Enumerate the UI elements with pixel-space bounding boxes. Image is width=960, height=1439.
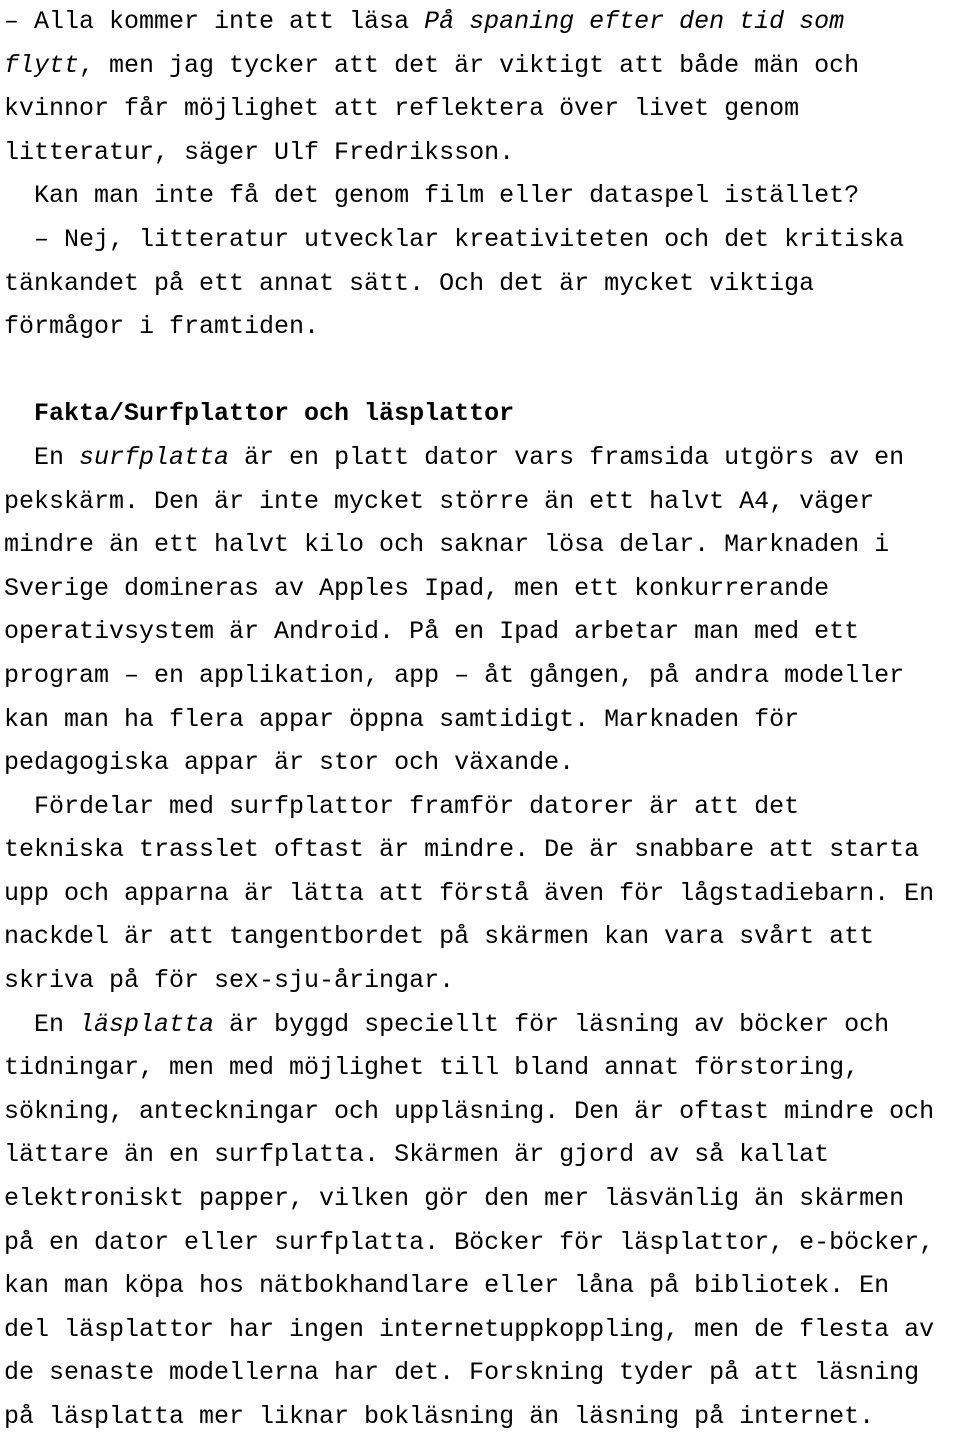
text-line: pedagogiska appar är stor och växande. (4, 748, 575, 778)
fact-paragraph-advantages (4, 785, 960, 1003)
text-run: – Alla kommer inte att läsa (4, 7, 425, 36)
document-page (4, 0, 960, 1439)
text-line: kvinnor får möjlighet att reflektera över livet genom (4, 94, 800, 124)
text-line: elektroniskt papper, vilken gör den mer läsvänlig än skärmen (4, 1184, 905, 1214)
text-run: , men jag tycker att det är viktigt att både män och (79, 50, 860, 80)
text-line: sökning, anteckningar och uppläsning. Den är oftast mindre och (4, 1096, 935, 1126)
text-line (4, 0, 960, 44)
text-line: tekniska trasslet oftast är mindre. De är snabbare att starta (4, 835, 920, 865)
text-line: Fördelar med surfplattor framför datorer är att det (4, 791, 800, 821)
text-line: mindre än ett halvt kilo och saknar lösa delar. Marknaden i (4, 530, 890, 560)
text-run: En (4, 442, 80, 472)
text-line: upp och apparna är lätta att förstå även för lågstadiebarn. En (4, 878, 935, 908)
text-line: förmågor i framtiden. (4, 312, 320, 342)
quote-paragraph (4, 0, 960, 174)
text-line: Sverige domineras av Apples Ipad, men ett konkurrerande (4, 573, 830, 603)
text-line (4, 436, 960, 480)
term: surfplatta (79, 442, 230, 472)
text-line: nackdel är att tangentbordet på skärmen kan vara svårt att (4, 922, 875, 952)
text-line: kan man ha flera appar öppna samtidigt. Marknaden för (4, 704, 800, 734)
text-line: del läsplattor har ingen internetuppkoppling, men de flesta av (4, 1314, 935, 1344)
blank-line (4, 349, 960, 393)
text-line: Kan man inte få det genom film eller dataspel istället? (4, 181, 860, 211)
question-paragraph (4, 174, 960, 348)
text-line: kan man köpa hos nätbokhandlare eller låna på bibliotek. En (4, 1271, 890, 1301)
fact-box-heading: Fakta/Surfplattor och läsplattor (4, 399, 515, 429)
text-line: tänkandet på ett annat sätt. Och det är mycket viktiga (4, 268, 815, 298)
fact-box (4, 392, 960, 1438)
text-line: litteratur, säger Ulf Fredriksson. (4, 137, 515, 167)
text-line: de senaste modellerna har det. Forskning tyder på att läsning (4, 1358, 920, 1388)
book-title: flytt (4, 50, 80, 80)
fact-paragraph-surfplatta (4, 436, 960, 785)
text-line: skriva på för sex-sju-åringar. (4, 966, 455, 996)
text-line: lättare än en surfplatta. Skärmen är gjord av så kallat (4, 1140, 830, 1170)
text-line: program – en applikation, app – åt gången, på andra modeller (4, 660, 905, 690)
text-run: är byggd speciellt för läsning av böcker och (214, 1009, 890, 1039)
text-line: operativsystem är Android. På en Ipad arbetar man med ett (4, 617, 860, 647)
text-line: tidningar, men med möjlighet till bland annat förstoring, (4, 1053, 860, 1083)
text-line: pekskärm. Den är inte mycket större än ett halvt A4, väger (4, 486, 875, 516)
text-line: på en dator eller surfplatta. Böcker för läsplattor, e-böcker, (4, 1227, 935, 1257)
text-line (4, 1003, 960, 1047)
text-run: är en platt dator vars framsida utgörs av en (229, 442, 905, 472)
text-line: på läsplatta mer liknar bokläsning än läsning på internet. (4, 1402, 875, 1431)
term: läsplatta (79, 1009, 215, 1039)
text-line (4, 44, 960, 88)
text-line: – Nej, litteratur utvecklar kreativiteten och det kritiska (4, 224, 905, 254)
book-title: På spaning efter den tid som (424, 7, 845, 36)
text-run: En (4, 1009, 80, 1039)
fact-paragraph-lasplatta (4, 1003, 960, 1439)
